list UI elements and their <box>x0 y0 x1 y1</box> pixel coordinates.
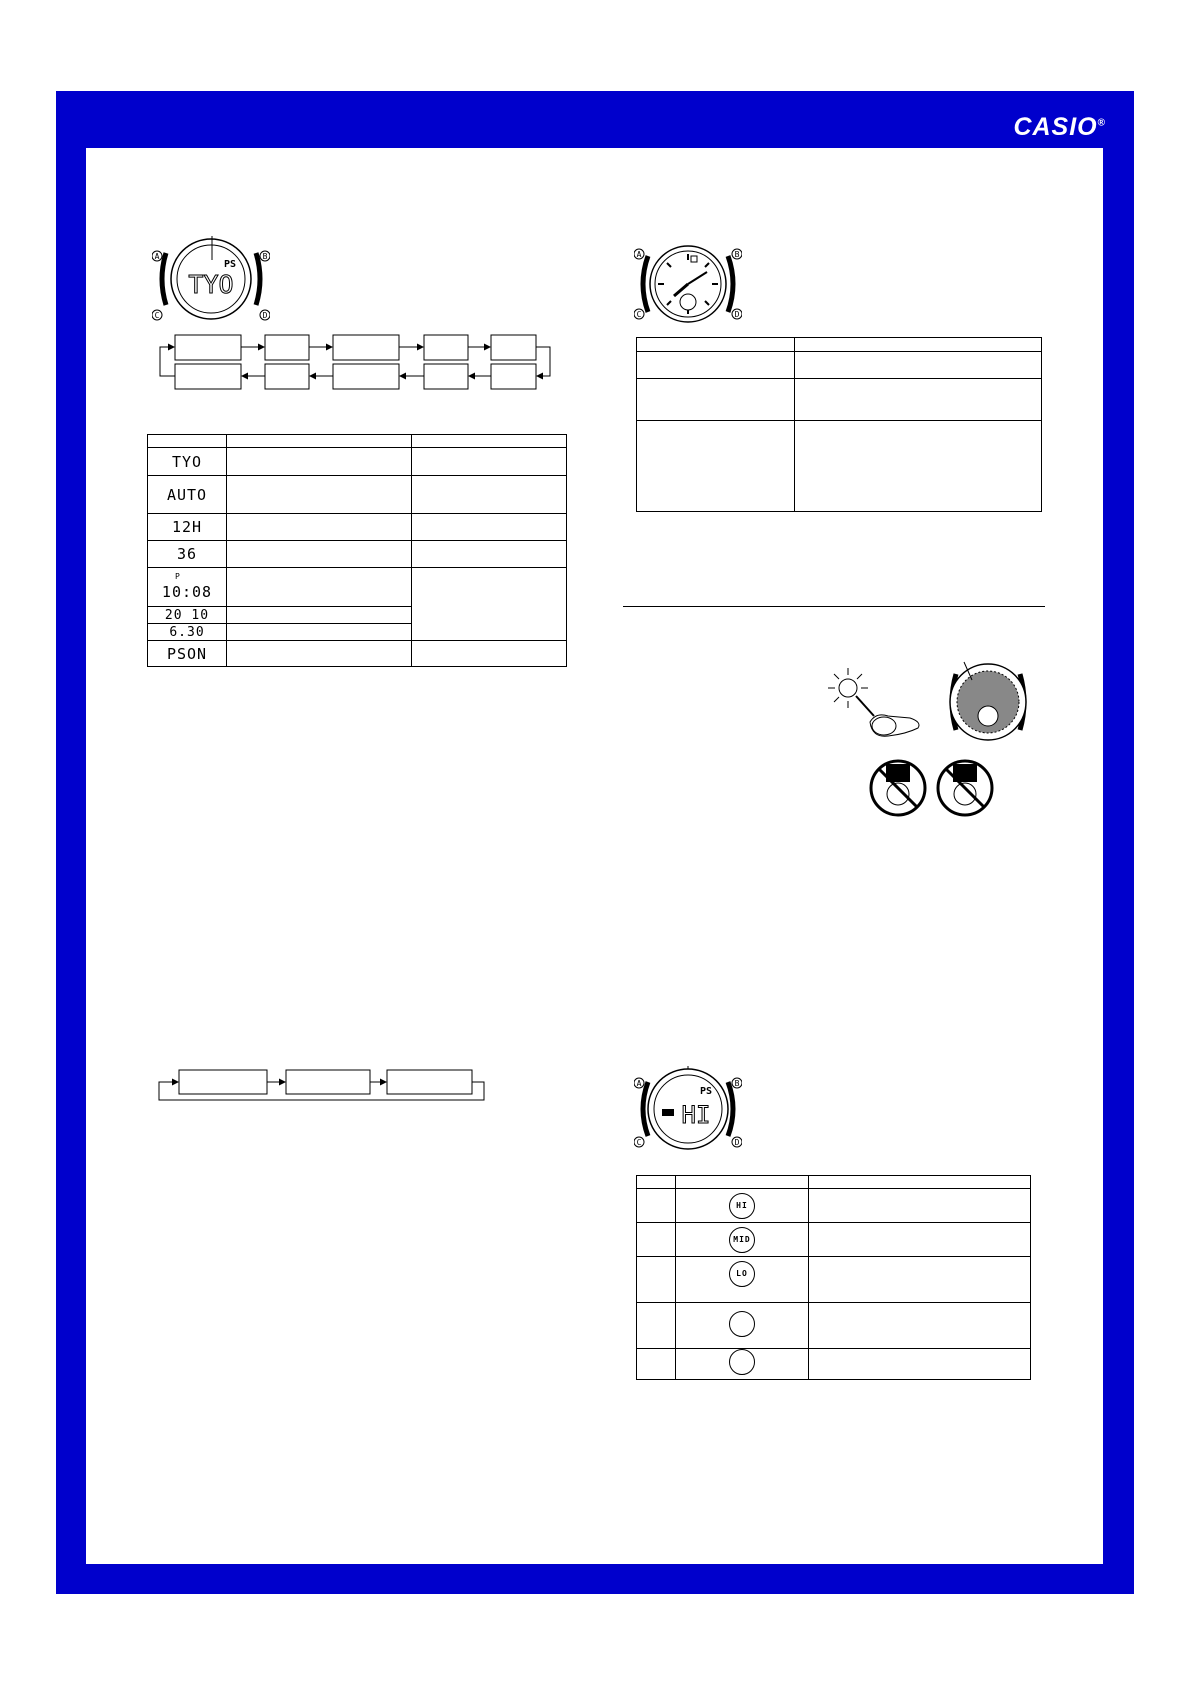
hand-status-table <box>636 337 1042 512</box>
p-indicator: P <box>175 572 181 581</box>
flow-box <box>265 335 309 360</box>
level-icon-cell <box>676 1223 809 1257</box>
code-cell: TYO <box>148 448 227 476</box>
ps-indicator: PS <box>224 259 237 270</box>
level-empty-icon <box>729 1311 755 1337</box>
watch-display: TYO <box>188 270 234 299</box>
button-a-label: A <box>154 252 160 261</box>
section-divider <box>623 606 1045 607</box>
code-cell: 6.30 <box>148 624 227 641</box>
casio-logo <box>1013 113 1106 142</box>
power-level-table <box>636 1175 1031 1380</box>
button-c-label: C <box>636 1138 642 1147</box>
button-a-label: A <box>636 1079 642 1088</box>
flow-box <box>424 364 468 389</box>
button-b-label: B <box>262 252 268 261</box>
level-icon-cell <box>676 1189 809 1223</box>
button-c-label: C <box>636 310 642 319</box>
digital-watch-illustration <box>152 236 270 322</box>
level-icon-cell <box>676 1349 809 1380</box>
level-mid-icon: MID <box>729 1227 755 1253</box>
flow-box <box>387 1070 472 1094</box>
analog-watch-illustration <box>634 244 742 324</box>
flow-box <box>491 335 536 360</box>
flow-box <box>286 1070 370 1094</box>
power-display: HI <box>681 1101 711 1129</box>
code-cell: 20 10 <box>148 607 227 624</box>
light-exposure-illustration <box>826 660 928 752</box>
code-cell: AUTO <box>148 476 227 514</box>
level-lo-icon: LO <box>729 1261 755 1287</box>
button-a-label: A <box>636 250 642 259</box>
button-b-label: B <box>734 1079 740 1088</box>
time-value: 10:08 <box>161 583 213 601</box>
code-cell: 12H <box>148 514 227 541</box>
button-d-label: D <box>734 1138 740 1147</box>
level-hi-icon: HI <box>729 1193 755 1219</box>
level-icon-cell <box>676 1257 809 1303</box>
button-d-label: D <box>734 310 740 319</box>
solar-panel-watch-illustration <box>946 660 1030 744</box>
flow-box <box>179 1070 267 1094</box>
flow-box <box>424 335 468 360</box>
level-blank-icon <box>729 1349 755 1375</box>
settings-table <box>147 434 567 667</box>
ps-indicator: PS <box>700 1086 713 1097</box>
flow-box <box>333 364 399 389</box>
button-b-label: B <box>734 250 740 259</box>
power-level-watch-illustration <box>634 1066 742 1152</box>
setting-sequence-diagram <box>155 333 555 393</box>
button-c-label: C <box>154 311 160 320</box>
registered-mark: ® <box>1097 117 1106 129</box>
code-cell: 36 <box>148 541 227 568</box>
mode-cycle-diagram <box>154 1066 494 1104</box>
code-cell: PSON <box>148 641 227 667</box>
button-d-label: D <box>262 311 268 320</box>
sun-icon <box>839 679 857 697</box>
do-not-cover-illustration <box>869 759 995 817</box>
flow-box <box>265 364 309 389</box>
flow-box <box>175 335 241 360</box>
flow-box <box>491 364 536 389</box>
brand-text: CASIO <box>1013 113 1098 141</box>
code-cell <box>148 568 227 607</box>
flow-box <box>333 335 399 360</box>
level-icon-cell <box>676 1303 809 1349</box>
flow-box <box>175 364 241 389</box>
